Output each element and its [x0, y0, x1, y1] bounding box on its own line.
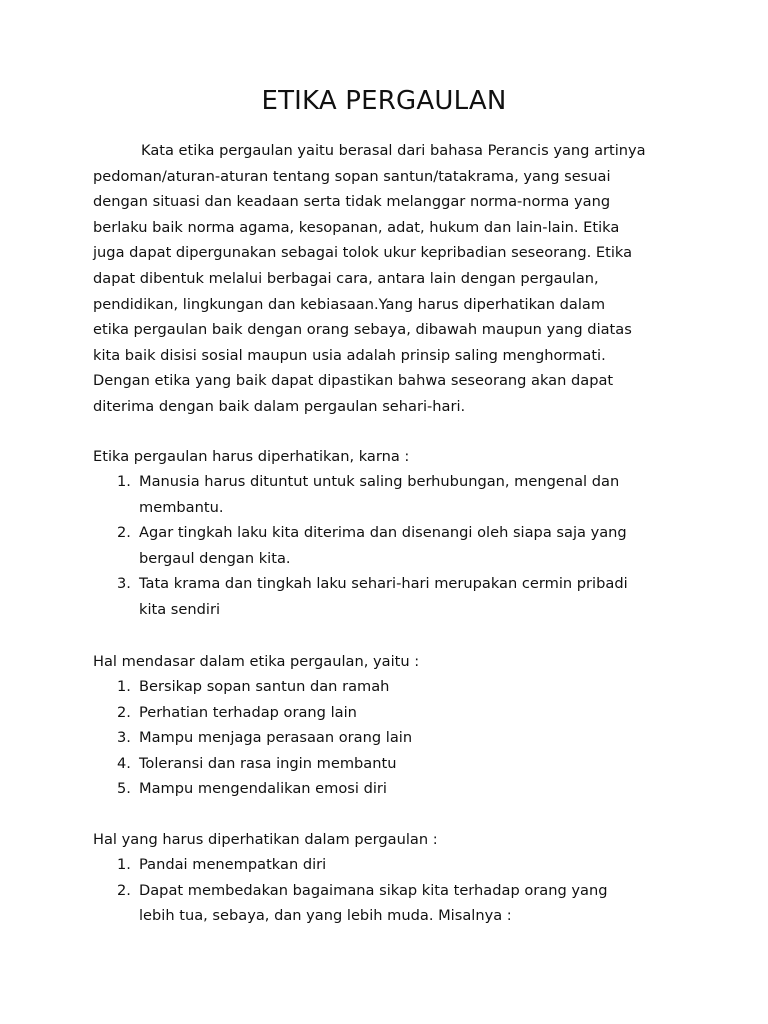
list-item-text: Agar tingkah laku kita diterima dan disenangi oleh siapa saja yang — [139, 524, 627, 542]
intro-line: pendidikan, lingkungan dan kebiasaan.Yang harus diperhatikan dalam — [93, 295, 606, 313]
list-item — [93, 878, 693, 929]
list-item-text: Mampu menjaga perasaan orang lain — [139, 729, 413, 747]
intro-paragraph — [93, 138, 693, 420]
list-item-text: Pandai menempatkan diri — [139, 856, 327, 873]
intro-line: berlaku baik norma agama, kesopanan, adat, hukum dan lain-lain. Etika — [93, 218, 620, 236]
intro-line: etika pergaulan baik dengan orang sebaya, dibawah maupun yang diatas — [93, 321, 632, 339]
section-heading-fundamentals: Hal mendasar dalam etika pergaulan, yaitu : — [93, 653, 420, 670]
intro-line: dengan situasi dan keadaan serta tidak melanggar norma-norma yang — [93, 193, 611, 211]
list-number: 4. — [117, 754, 131, 772]
fundamentals-list — [93, 674, 693, 802]
intro-line: kita baik disisi sosial maupun usia adalah prinsip saling menghormati. — [93, 346, 606, 364]
list-number: 2. — [117, 881, 131, 899]
section-heading-reasons: Etika pergaulan harus diperhatikan, karna : — [93, 448, 410, 465]
list-item-text: lebih tua, sebaya, dan yang lebih muda. Misalnya : — [139, 907, 512, 925]
list-number: 1. — [117, 678, 131, 695]
list-number: 2. — [117, 524, 131, 542]
list-item — [93, 776, 693, 802]
reasons-list — [93, 469, 693, 623]
list-number: 1. — [117, 856, 131, 873]
list-item — [93, 751, 693, 777]
intro-line: dapat dibentuk melalui berbagai cara, antara lain dengan pergaulan, — [93, 269, 599, 287]
list-item-text: Bersikap sopan santun dan ramah — [139, 678, 390, 695]
intro-line: Kata etika pergaulan yaitu berasal dari bahasa Perancis yang artinya — [141, 142, 646, 159]
list-number: 2. — [117, 703, 131, 721]
list-number: 3. — [117, 575, 131, 593]
list-item-text: Manusia harus dituntut untuk saling berhubungan, mengenal dan — [139, 473, 620, 490]
intro-line: pedoman/aturan-aturan tentang sopan santun/tatakrama, yang sesuai — [93, 167, 611, 185]
list-item — [93, 700, 693, 726]
list-item-text: Tata krama dan tingkah laku sehari-hari merupakan cermin pribadi — [139, 575, 628, 593]
list-item — [93, 520, 693, 571]
list-number: 3. — [117, 729, 131, 747]
list-item — [93, 852, 693, 878]
list-number: 1. — [117, 473, 131, 490]
section-heading-considerations: Hal yang harus diperhatikan dalam pergaulan : — [93, 831, 438, 848]
list-item — [93, 725, 693, 751]
list-item-text: kita sendiri — [139, 600, 221, 618]
list-item — [93, 674, 693, 700]
considerations-list — [93, 852, 693, 929]
list-item-text: Mampu mengendalikan emosi diri — [139, 780, 387, 798]
intro-line: Dengan etika yang baik dapat dipastikan bahwa seseorang akan dapat — [93, 372, 614, 390]
document-title: ETIKA PERGAULAN — [261, 86, 507, 116]
intro-line: diterima dengan baik dalam pergaulan sehari-hari. — [93, 397, 466, 415]
list-item — [93, 469, 693, 520]
list-item — [93, 571, 693, 622]
list-item-text: Perhatian terhadap orang lain — [139, 703, 357, 721]
list-item-text: membantu. — [139, 498, 224, 516]
list-number: 5. — [117, 780, 131, 798]
intro-line: juga dapat dipergunakan sebagai tolok ukur kepribadian seseorang. Etika — [93, 244, 633, 262]
list-item-text: Dapat membedakan bagaimana sikap kita terhadap orang yang — [139, 881, 608, 899]
list-item-text: bergaul dengan kita. — [139, 549, 291, 567]
list-item-text: Toleransi dan rasa ingin membantu — [139, 754, 397, 772]
